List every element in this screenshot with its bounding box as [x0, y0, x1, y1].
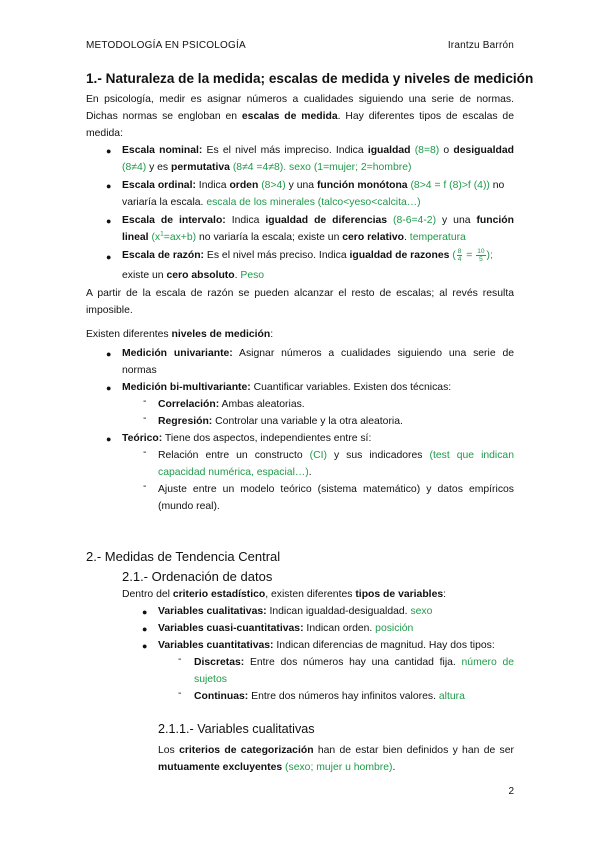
bullet-icon: ●	[106, 181, 112, 191]
escala-ordinal-line-1: Escala ordinal: Indica orden (8>4) y una función monótona (8>4 = f (8)>f (4)) no	[122, 180, 505, 191]
escala-razon-line-1: Escala de razón: Es el nivel más preciso. Indica igualdad de razones ( $\frac{8}{4}$ = $\frac{10}{5}$ );	[122, 247, 493, 263]
header-author: Irantzu Barrón	[447, 40, 514, 51]
partir-line-1: A partir de la escala de razón se pueden alcanzar el resto de escalas; al revés resulta	[86, 288, 514, 299]
fraction-10-5: $\frac{10}{5}$	[477, 247, 485, 263]
bullet-icon: ●	[106, 216, 112, 226]
dash-icon: -	[143, 413, 147, 424]
subsection-2-1-title: 2.1.- Ordenación de datos	[122, 569, 273, 584]
fraction-8-4: $\frac{8}{4}$	[457, 247, 462, 263]
regresion-line: Regresión: Controlar una variable y la otra aleatoria.	[158, 416, 403, 427]
intro-line-2: Dichas normas se engloban en escalas de medida. Hay diferentes tipos de escalas de	[86, 111, 514, 122]
section-2-title: 2.- Medidas de Tendencia Central	[86, 549, 281, 564]
escala-ordinal-line-2: variaría la escala. escala de los minerales (talco<yeso<calcita…)	[122, 197, 421, 208]
subsection-2-1-1-title: 2.1.1.- Variables cualitativas	[158, 722, 315, 736]
univariante-line-1: Medición univariante: Asignar números a cualidades siguiendo una serie de	[122, 348, 514, 359]
dash-icon: -	[178, 688, 182, 699]
bullet-icon: ●	[106, 434, 112, 444]
criterios-line-1: Los criterios de categorización han de estar bien definidos y han de ser	[158, 745, 514, 756]
escala-razon-line-2: existe un cero absoluto. Peso	[122, 270, 265, 281]
dash-icon: -	[178, 654, 182, 665]
niveles-intro: Existen diferentes niveles de medición:	[86, 329, 274, 340]
bullet-icon: ●	[142, 624, 148, 634]
univariante-line-2: normas	[122, 365, 157, 376]
dash-icon: -	[143, 447, 147, 458]
escala-intervalo-line-1: Escala de intervalo: Indica igualdad de diferencias (8-6=4-2) y una función	[122, 215, 514, 226]
header-title: METODOLOGÍA EN PSICOLOGÍA	[86, 40, 246, 51]
bullet-icon: ●	[106, 146, 112, 156]
bullet-icon: ●	[106, 252, 112, 262]
relacion-line-2: capacidad numérica, espacial…).	[158, 467, 312, 478]
bullet-icon: ●	[106, 383, 112, 393]
bullet-icon: ●	[142, 607, 148, 617]
bullet-icon: ●	[142, 641, 148, 651]
dash-icon: -	[143, 396, 147, 407]
correlacion-line: Correlación: Ambas aleatorias.	[158, 399, 305, 410]
intro-line-3: medida:	[86, 128, 123, 139]
ajuste-line-2: (mundo real).	[158, 501, 220, 512]
continuas-line: Continuas: Entre dos números hay infinitos valores. altura	[194, 691, 465, 702]
dentro-line: Dentro del criterio estadístico, existen diferentes tipos de variables:	[122, 589, 447, 600]
bimulti-line: Medición bi-multivariante: Cuantificar variables. Existen dos técnicas:	[122, 382, 452, 393]
discretas-line-2: sujetos	[194, 674, 227, 685]
teorico-line: Teórico: Tiene dos aspectos, independientes entre sí:	[122, 433, 372, 444]
partir-line-2: imposible.	[86, 305, 133, 316]
ajuste-line-1: Ajuste entre un modelo teórico (sistema matemático) y datos empíricos	[158, 484, 514, 495]
intro-line-1: En psicología, medir es asignar números a cualidades siguiendo una serie de normas.	[86, 94, 514, 105]
variables-cuasi-line: Variables cuasi-cuantitativas: Indican orden. posición	[158, 623, 414, 634]
section-1-title: 1.- Naturaleza de la medida; escalas de medida y niveles de medición	[86, 71, 534, 86]
escala-nominal-line-1: Escala nominal: Es el nivel más impreciso. Indica igualdad (8=8) o desigualdad	[122, 145, 514, 156]
dash-icon: -	[143, 481, 147, 492]
criterios-line-2: mutuamente excluyentes (sexo; mujer u hombre).	[158, 762, 396, 773]
escala-intervalo-line-2: lineal $(x^1=ax+b)$ no variaría la escala; existe un cero relativo. temperatura	[122, 230, 466, 243]
escala-nominal-line-2: (8≠4) y es permutativa (8≠4 =4≠8). sexo (1=mujer; 2=hombre)	[122, 162, 412, 173]
discretas-line-1: Discretas: Entre dos números hay una cantidad fija. número de	[194, 657, 515, 668]
variables-cuantitativas-line: Variables cuantitativas: Indican diferencias de magnitud. Hay dos tipos:	[158, 640, 495, 651]
variables-cualitativas-line: Variables cualitativas: Indican igualdad-desigualdad. sexo	[158, 606, 433, 617]
page-number: 2	[508, 786, 514, 797]
bullet-icon: ●	[106, 349, 112, 359]
relacion-line-1: Relación entre un constructo (CI) y sus indicadores (test que indican	[158, 450, 514, 461]
